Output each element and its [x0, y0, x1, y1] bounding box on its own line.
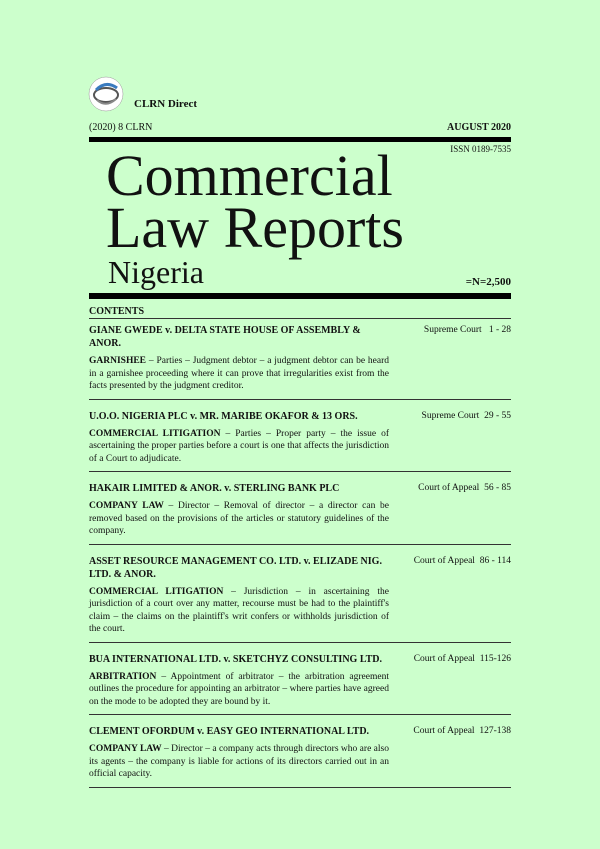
contents-heading: CONTENTS — [89, 306, 145, 317]
journal-subtitle: Nigeria — [108, 254, 204, 290]
masthead-divider — [89, 293, 511, 299]
price: =N=2,500 — [465, 276, 511, 288]
court-name: Supreme Court — [421, 410, 480, 421]
court-name: Court of Appeal — [413, 555, 475, 566]
case-entry — [89, 480, 511, 545]
court-reference — [414, 555, 511, 568]
case-entry — [89, 322, 511, 400]
brand-name: CLRN Direct — [134, 98, 198, 110]
court-reference — [422, 410, 511, 423]
court-name: Court of Appeal — [413, 726, 475, 736]
court-reference — [414, 653, 511, 666]
case-summary — [89, 428, 389, 466]
case-holding: – Parties – Proper party – the issue of ascertaining the proper parties before a court is one that affects the jurisdiction of a Court to adjudicate. — [89, 428, 389, 464]
case-title: GIANE GWEDE v. DELTA STATE HOUSE OF ASSEMBLY & ANOR. — [89, 325, 361, 349]
case-title: ASSET RESOURCE MANAGEMENT CO. LTD. v. ELIZADE NIG. LTD. & ANOR. — [89, 555, 382, 580]
journal-title — [106, 143, 404, 260]
case-list — [89, 322, 511, 796]
contents-rule — [89, 318, 511, 319]
case-holding: – Parties – Judgment debtor – a judgment debtor can be heard in a garnishee proceeding where it can prove that irregularities exist from the facts presented by the judgment creditor. — [89, 356, 389, 391]
page-range: 115-126 — [479, 653, 511, 664]
case-title: BUA INTERNATIONAL LTD. v. SKETCHYZ CONSULTING LTD. — [89, 653, 382, 665]
case-subject: COMMERCIAL LITIGATION — [89, 586, 224, 597]
issue-date: AUGUST 2020 — [447, 122, 511, 133]
case-title: HAKAIR LIMITED & ANOR. v. STERLING BANK PLC — [89, 483, 340, 494]
title-line-1: Commercial — [106, 143, 393, 208]
citation: (2020) 8 CLRN — [89, 122, 153, 133]
case-holding: – Jurisdiction – in ascertaining the jurisdiction of a court over any matter, recourse must be had to the plaintiff's claim – the claims on the plaintiff's writ confers or withholds jurisdiction of the court. — [89, 586, 389, 634]
case-subject: COMPANY LAW — [89, 501, 164, 511]
court-reference — [418, 482, 511, 495]
clrn-logo-icon — [88, 76, 124, 112]
case-subject: GARNISHEE — [89, 356, 147, 366]
case-summary — [89, 671, 389, 709]
case-title: CLEMENT OFORDUM v. EASY GEO INTERNATIONAL LTD. — [89, 726, 370, 737]
court-reference — [413, 725, 511, 738]
court-name: Court of Appeal — [418, 483, 480, 493]
court-name: Supreme Court — [423, 325, 482, 335]
case-subject: COMMERCIAL LITIGATION — [89, 428, 221, 439]
case-subject: ARBITRATION — [89, 671, 157, 682]
page-range: 1 - 28 — [488, 325, 511, 335]
case-title: U.O.O. NIGERIA PLC v. MR. MARIBE OKAFOR & 13 ORS. — [89, 410, 358, 422]
case-summary — [89, 586, 389, 636]
case-summary — [89, 500, 389, 538]
case-holding: – Director – Removal of director – a director can be removed based on the provisions of the articles or statutory guidelines of the company. — [89, 501, 389, 536]
court-reference — [424, 324, 511, 337]
title-line-2: Law Reports — [106, 195, 404, 260]
case-summary — [89, 355, 389, 393]
case-summary — [89, 743, 389, 781]
page-range: 29 - 55 — [484, 410, 511, 421]
case-entry — [89, 553, 511, 643]
case-subject: COMPANY LAW — [89, 744, 162, 754]
case-entry — [89, 651, 511, 716]
court-name: Court of Appeal — [413, 653, 475, 664]
page-range: 56 - 85 — [484, 483, 511, 493]
case-entry — [89, 723, 511, 788]
case-entry — [89, 408, 511, 473]
case-holding: – Appointment of arbitrator – the arbitration agreement outlines the procedure for appointing an arbitrator – where parties have agreed on the mode to be adopted they are bound by it. — [89, 671, 389, 707]
issn: ISSN 0189-7535 — [450, 144, 511, 154]
page-range: 86 - 114 — [479, 555, 511, 566]
top-divider — [89, 137, 511, 142]
page-range: 127-138 — [479, 726, 511, 736]
case-holding: – Director – a company acts through directors who are also its agents – the company is liable for actions of its directors carried out in an official capacity. — [89, 744, 389, 779]
